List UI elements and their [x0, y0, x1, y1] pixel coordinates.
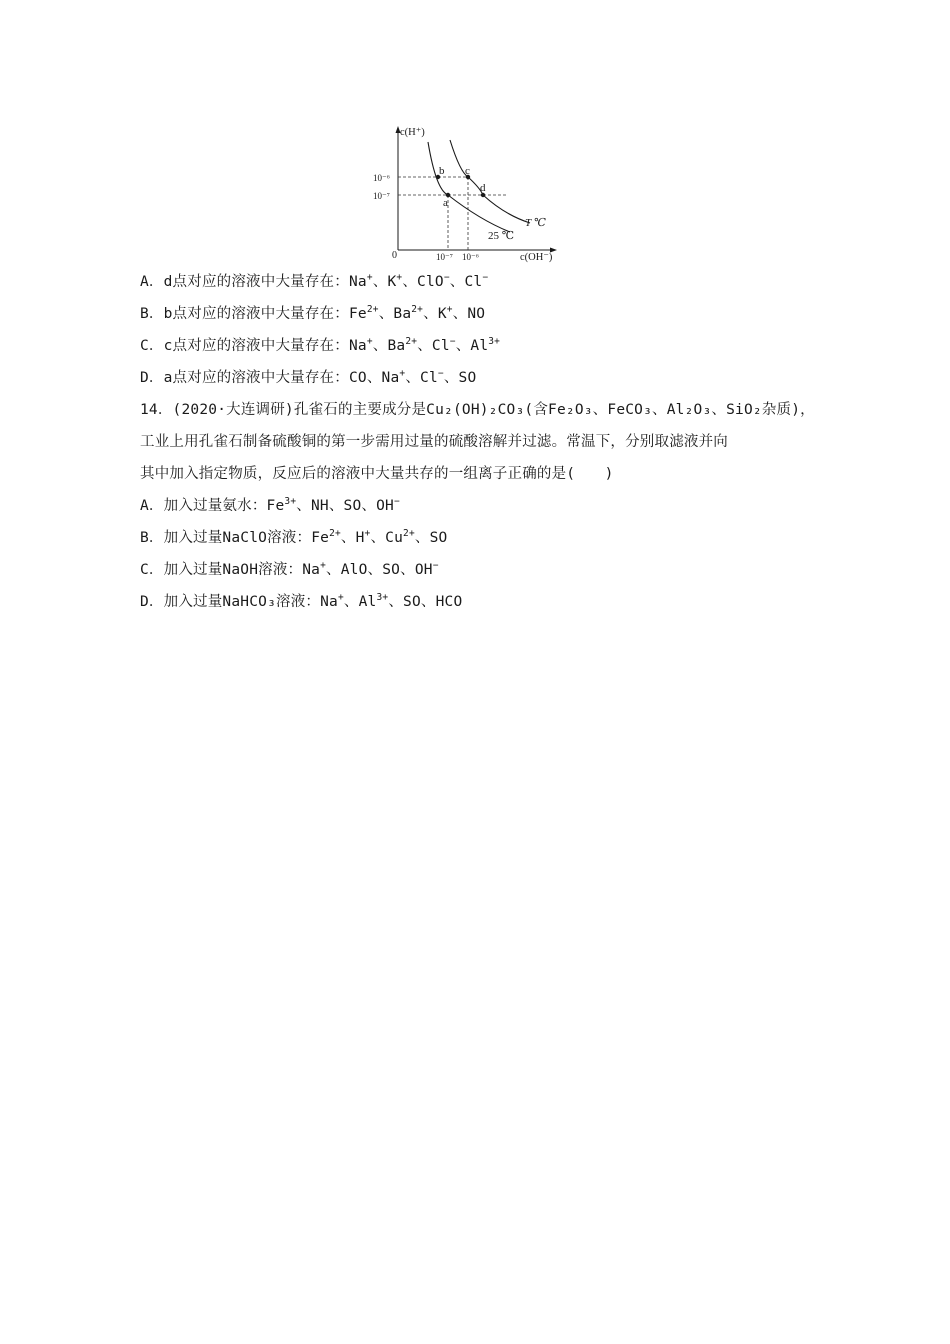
- curve-label-tc: T ℃: [525, 217, 546, 229]
- curve-25c: [428, 142, 510, 232]
- q13-option-d: D．a点对应的溶液中大量存在：CO、Na+、Cl−、SO: [140, 368, 477, 386]
- y-tick-1e7: 10⁻⁷: [373, 191, 390, 201]
- q14-option-b: B．加入过量NaClO溶液：$Fe^{2+}$、H+、$Cu^{2+}$、SO: [140, 528, 448, 546]
- ion-product-graph: [370, 120, 570, 265]
- point-label-d: d: [480, 182, 486, 194]
- point-label-b: b: [439, 165, 445, 177]
- ion-product-figure: [370, 120, 570, 265]
- q14-option-d: D．加入过量NaHCO₃溶液：Na+、$Al^{3+}$、SO、HCO: [140, 592, 463, 610]
- q14-stem-line-2: 工业上用孔雀石制备硫酸铜的第一步需用过量的硫酸溶解并过滤。常温下，分别取滤液并向: [140, 434, 728, 450]
- y-tick-1e6: 10⁻⁶: [373, 173, 390, 183]
- curve-label-25c: 25 ℃: [488, 230, 515, 242]
- y-axis-label: c(H⁺): [400, 127, 425, 138]
- point-label-a: a: [443, 197, 448, 209]
- q14-option-a: A．加入过量氨水：$Fe^{3+}$、NH、SO、OH−: [140, 496, 400, 514]
- origin-label: 0: [392, 250, 397, 261]
- curve-tc: [450, 140, 530, 223]
- q13-option-b: B．b点对应的溶液中大量存在：$Fe^{2+}$、$Ba^{2+}$、K+、NO: [140, 304, 486, 322]
- q13-option-a: A．d点对应的溶液中大量存在：Na+、K+、ClO−、Cl−: [140, 272, 489, 290]
- q14-option-c: C．加入过量NaOH溶液：Na+、AlO、SO、OH−: [140, 560, 439, 578]
- q14-stem-line-1: 14．(2020·大连调研)孔雀石的主要成分是Cu₂(OH)₂CO₃(含Fe₂O₃、FeCO₃、Al₂O₃、SiO₂杂质)，: [140, 402, 815, 418]
- x-axis-label: c(OH⁻): [520, 252, 553, 263]
- point-label-c: c: [465, 165, 470, 177]
- q13-option-c: C．c点对应的溶液中大量存在：Na+、$Ba^{2+}$、Cl−、$Al^{3+}$: [140, 336, 501, 354]
- q14-stem-line-3: 其中加入指定物质，反应后的溶液中大量共存的一组离子正确的是( ): [140, 466, 614, 482]
- x-tick-1e7: 10⁻⁷: [436, 252, 453, 262]
- x-tick-1e6: 10⁻⁶: [462, 252, 479, 262]
